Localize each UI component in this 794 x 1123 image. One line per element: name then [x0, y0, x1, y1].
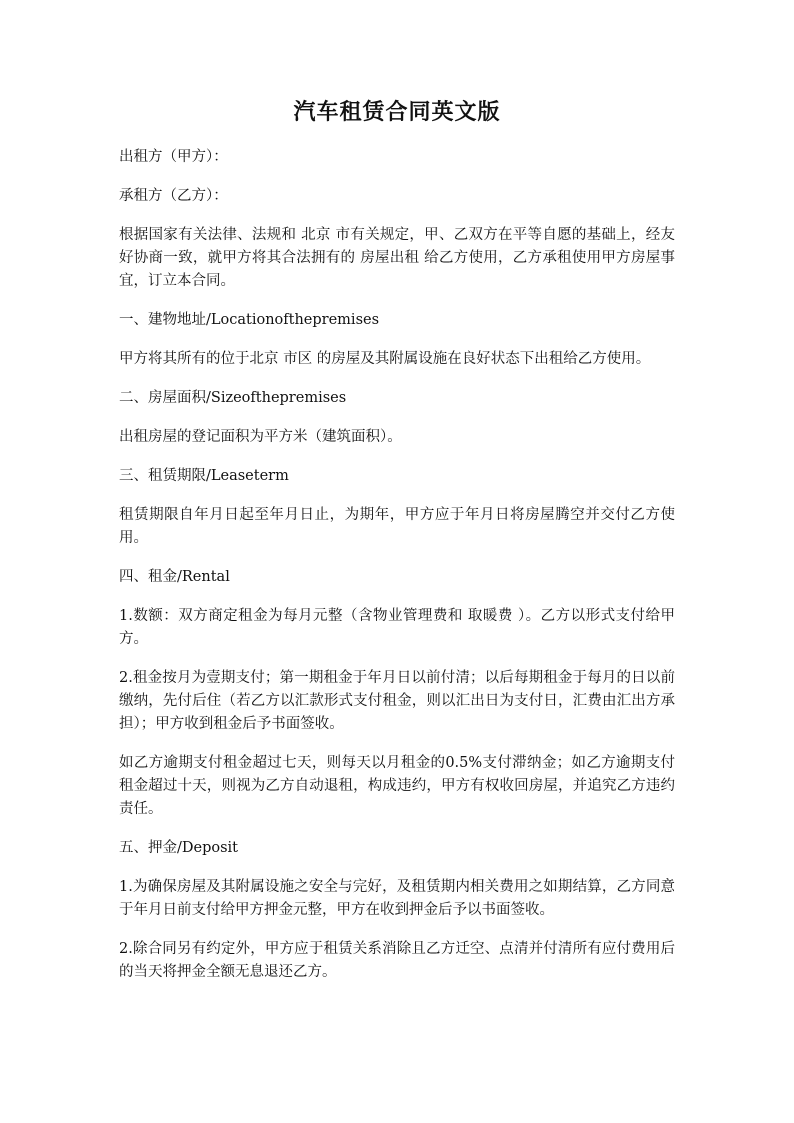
preamble-paragraph: 根据国家有关法律、法规和 北京 市有关规定，甲、乙双方在平等自愿的基础上，经友好协商一致，就甲方将其合法拥有的 房屋出租 给乙方使用，乙方承租使用甲方房屋事宜，订立本合同。 — [119, 227, 675, 289]
rental-clause-1: 1.数额：双方商定租金为每月元整（含物业管理费和 取暖费 ）。乙方以形式支付给甲方。 — [119, 608, 675, 647]
lease-term-paragraph: 租赁期限自年月日起至年月日止，为期年，甲方应于年月日将房屋腾空并交付乙方使用。 — [119, 507, 675, 546]
party-a-line: 出租方（甲方）： — [119, 149, 228, 165]
rental-late-payment-clause: 如乙方逾期支付租金超过七天，则每天以月租金的0.5%支付滞纳金；如乙方逾期支付租金超过十天，则视为乙方自动退租，构成违约，甲方有权收回房屋，并追究乙方违约责任。 — [119, 755, 675, 817]
rental-clause-2: 2.租金按月为壹期支付；第一期租金于年月日以前付清；以后每期租金于每月的日以前缴纳，先付后住（若乙方以汇款形式支付租金，则以汇出日为支付日，汇费由汇出方承担）；甲方收到租金后予书面签收。 — [119, 670, 675, 732]
deposit-clause-1: 1.为确保房屋及其附属设施之安全与完好，及租赁期内相关费用之如期结算，乙方同意于年月日前支付给甲方押金元整，甲方在收到押金后予以书面签收。 — [119, 879, 675, 918]
section-heading-location: 一、建物地址/Locationofthepremises — [119, 312, 380, 328]
party-b-line: 承租方（乙方）： — [119, 188, 228, 204]
location-paragraph: 甲方将其所有的位于北京 市区 的房屋及其附属设施在良好状态下出租给乙方使用。 — [119, 351, 651, 367]
section-heading-deposit: 五、押金/Deposit — [119, 840, 239, 856]
section-heading-size: 二、房屋面积/Sizeofthepremises — [119, 390, 347, 406]
deposit-clause-2: 2.除合同另有约定外，甲方应于租赁关系消除且乙方迁空、点清并付清所有应付费用后的当天将押金全额无息退还乙方。 — [119, 941, 675, 980]
section-heading-lease-term: 三、租赁期限/Leaseterm — [119, 468, 289, 484]
document-title: 汽车租赁合同英文版 — [293, 99, 501, 125]
section-heading-rental: 四、租金/Rental — [119, 569, 230, 585]
document-body — [119, 146, 675, 1000]
size-paragraph: 出租房屋的登记面积为平方米（建筑面积）。 — [119, 429, 402, 445]
